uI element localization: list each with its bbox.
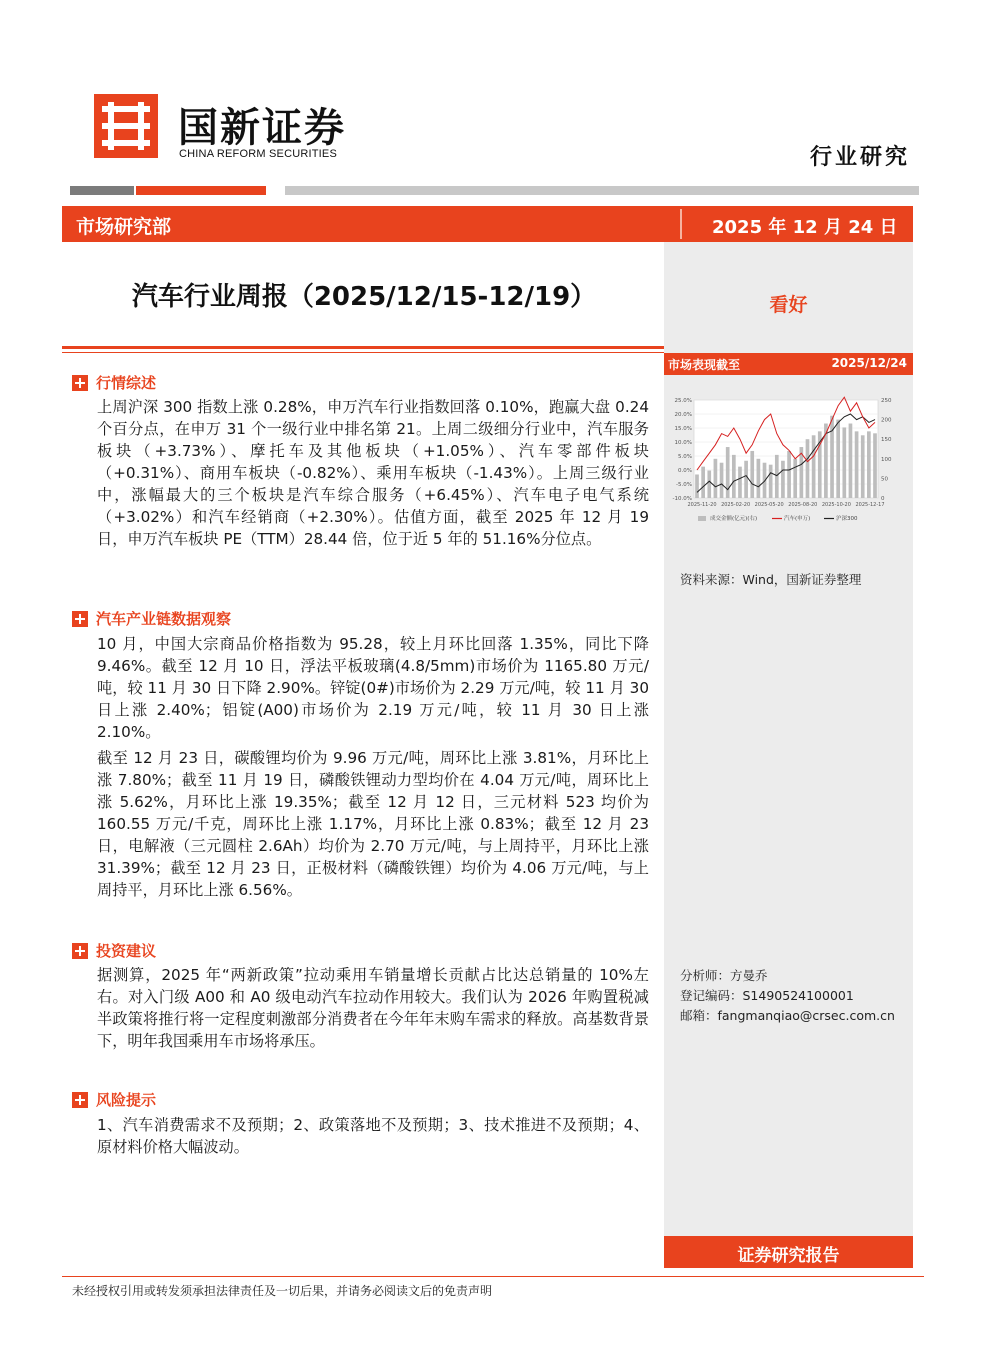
band-separator [680, 209, 682, 239]
chart-volume-bar [744, 461, 748, 498]
title-rule [62, 346, 664, 349]
paragraph-market-review: 上周沪深 300 指数上涨 0.28%，申万汽车行业指数回落 0.10%，跑赢大盘 0.24 个百分点，在申万 31 个一级行业中排名第 21。上周二级细分行业中，汽车服务板块（+3.73%）、摩托车及其他板块（+1.05%）、汽车零部件板块（+0.31%）、商用车板块（-0.82%）、乘用车板块（-1.43%）。上周三级行业中，涨幅最大的三个板块是汽车综合服务（+6.45%）、汽车电子电气系统（+3.02%）和汽车经销商（+2.30%）。估值方面，截至 2025 年 12 月 19 日，申万汽车板块 PE（TTM）28.44 倍，位于近 5 年的 51.16%分位点。 [97, 398, 649, 548]
chart-right-tick: 200 [881, 417, 892, 424]
chart-left-tick: 5.0% [678, 454, 692, 460]
section-bullet-icon [72, 1092, 88, 1108]
chart-volume-bar [701, 467, 705, 498]
chart-volume-bar [806, 439, 810, 498]
analyst-email[interactable]: 邮箱：fangmanqiao@crsec.com.cn [680, 1008, 895, 1023]
chart-left-tick: 20.0% [674, 412, 692, 418]
chart-volume-bar [830, 416, 834, 498]
section-heading-supply-chain: 汽车产业链数据观察 [72, 608, 231, 629]
chart-right-tick: 100 [881, 456, 892, 463]
chart-volume-bar [738, 467, 742, 498]
chart-right-tick: 250 [881, 398, 892, 404]
chart-header [664, 353, 913, 375]
header-divider-dark [70, 186, 134, 195]
chart-volume-bar [720, 463, 724, 498]
chart-volume-bar [695, 474, 699, 498]
chart-volume-bar [849, 424, 853, 498]
analyst-license: 登记编码：S1490524100001 [680, 988, 854, 1003]
company-name-en: CHINA REFORM SECURITIES [179, 148, 338, 160]
section-heading-market-review: 行情综述 [72, 372, 156, 393]
chart-left-tick: 15.0% [674, 426, 692, 432]
chart-right-tick: 0 [881, 496, 885, 502]
report-type-label: 证券研究报告 [737, 1246, 840, 1266]
chart-volume-bar [707, 471, 711, 498]
chart-left-tick: 0.0% [678, 468, 692, 474]
chart-legend-label: 沪深300 [836, 516, 858, 522]
chart-legend-label: 汽车(申万) [784, 516, 811, 522]
chart-volume-bar [775, 455, 779, 498]
chart-source: 资料来源：Wind，国新证券整理 [680, 572, 862, 587]
title-rule-thin [62, 352, 664, 353]
section-bullet-icon [72, 943, 88, 959]
chart-volume-bar [714, 459, 718, 498]
header-divider-red [136, 186, 266, 195]
chart-volume-bar [726, 447, 730, 498]
chart-left-tick: -5.0% [676, 482, 692, 488]
chart-volume-bar [855, 431, 859, 498]
analyst-name: 分析师：方曼乔 [680, 968, 768, 983]
chart-volume-bar [769, 465, 773, 498]
chart-right-tick: 50 [881, 476, 888, 483]
company-name: 国新证券 [178, 105, 346, 151]
chart-left-tick: 10.0% [674, 440, 692, 446]
chart-volume-bar [812, 435, 816, 498]
department-label: 市场研究部 [76, 216, 172, 238]
paragraph-supply-chain-2: 截至 12 月 23 日，碳酸锂均价为 9.96 万元/吨，周环比上涨 3.81%，月环比上涨 7.80%；截至 11 月 19 日，磷酸铁锂动力型均价在 4.04 万元/吨，周环比上涨 5.62%，月环比上涨 19.35%；截至 12 月 12 日，三元材料 523 均价为 160.55 万元/千克，周环比上涨 1.17%，月环比上涨 0.83%；截至 12 月 23 日，电解液（三元圆柱 2.6Ah）均价为 2.70 万元/吨，与上周持平，月环比上涨 31.39%；截至 12 月 23 日，正极材料（磷酸铁锂）均价为 4.06 万元/吨，与上周持平，月环比上涨 6.56%。 [97, 749, 649, 899]
chart-volume-bar [787, 451, 791, 498]
report-title: 汽车行业周报（2025/12/15-12/19） [131, 282, 597, 312]
chart-volume-bar [861, 435, 865, 498]
chart-volume-bar [867, 431, 871, 498]
footer-rule [62, 1276, 924, 1277]
company-logo-mark [94, 94, 158, 158]
chart-date: 2025/12/24 [831, 356, 907, 370]
rating-label: 看好 [769, 294, 808, 316]
section-bullet-icon [72, 375, 88, 391]
chart-x-tick: 2025-08-20 [788, 502, 818, 508]
header-divider-gray [285, 186, 919, 195]
chart-x-tick: 2025-11-20 [687, 502, 717, 508]
chart-volume-bar [732, 455, 736, 498]
chart-volume-bar [750, 451, 754, 498]
market-performance-chart [664, 378, 913, 538]
chart-volume-bar [781, 461, 785, 498]
paragraph-supply-chain-1: 10 月，中国大宗商品价格指数为 95.28，较上月环比回落 1.35%，同比下降 9.46%。截至 12 月 10 日，浮法平板玻璃(4.8/5mm)市场价为 1165.80 万元/吨，较 11 月 30 日下降 2.90%。锌锭(0#)市场价为 2.29 万元/吨，较 11 月 30 日上涨 2.40%；铝锭(A00)市场价为 2.19 万元/吨，较 11 月 30 日上涨 2.10%。 [97, 635, 649, 741]
report-category: 行业研究 [810, 145, 911, 170]
section-bullet-icon [72, 611, 88, 627]
chart-x-tick: 2025-10-20 [821, 502, 851, 508]
chart-x-tick: 2025-05-20 [754, 502, 784, 508]
chart-legend-label: 成交金额(亿元)(右) [710, 516, 758, 522]
chart-right-tick: 150 [881, 437, 892, 444]
chart-volume-bar [836, 420, 840, 498]
chart-legend-swatch [698, 516, 706, 521]
paragraph-risk: 1、汽车消费需求不及预期；2、政策落地不及预期；3、技术推进不及预期；4、原材料价格大幅波动。 [97, 1116, 649, 1156]
chart-left-tick: -10.0% [672, 496, 692, 502]
chart-x-tick: 2025-12-17 [855, 502, 885, 508]
chart-volume-bar [757, 459, 761, 498]
chart-left-tick: 25.0% [674, 398, 692, 404]
report-date: 2025 年 12 月 24 日 [712, 217, 898, 238]
section-heading-risk: 风险提示 [72, 1089, 156, 1110]
paragraph-investment-advice: 据测算，2025 年“两新政策”拉动乘用车销量增长贡献占比达总销量的 10%左右。对入门级 A00 和 A0 级电动汽车拉动作用较大。我们认为 2026 年购置税减半政策将推行将一定程度刺激部分消费者在今年年末购车需求的释放。高基数背景下，明年我国乘用车市场将承压。 [97, 966, 649, 1050]
chart-volume-bar [793, 459, 797, 498]
footer-disclaimer: 未经授权引用或转发须承担法律责任及一切后果，并请务必阅读文后的免责声明 [72, 1284, 493, 1298]
report-type-band [664, 1236, 913, 1268]
chart-volume-bar [873, 433, 877, 498]
chart-volume-bar [842, 427, 846, 498]
chart-title: 市场表现截至 [668, 358, 741, 372]
department-band [62, 206, 913, 242]
chart-x-tick: 2025-02-20 [721, 502, 751, 508]
section-heading-investment-advice: 投资建议 [72, 940, 156, 961]
